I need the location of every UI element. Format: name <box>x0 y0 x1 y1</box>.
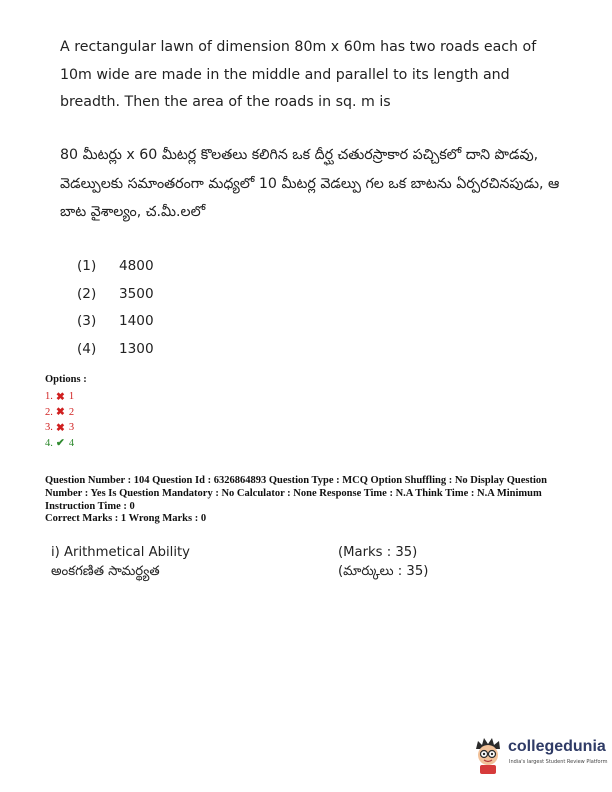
option-result-3 <box>45 420 74 436</box>
choice-3 <box>77 308 154 336</box>
option-result-1 <box>45 389 74 405</box>
question-text-english: A rectangular lawn of dimension 80m x 60m has two roads each of 10m wide are made in the middle and parallel to its length and breadth. Then the area of the roads in sq. m is <box>60 39 537 110</box>
logo-tagline: India's largest Student Review Platform <box>509 759 608 765</box>
logo-brand-text: collegedunia <box>508 738 606 755</box>
section-marks-telugu: (మార్కులు : 35) <box>338 564 429 579</box>
wrong-cross-icon: ✖ <box>55 422 65 434</box>
section-title-english: i) Arithmetical Ability <box>51 545 190 560</box>
choice-number: (3) <box>77 313 97 330</box>
question-info: Question Number : 104 Question Id : 6326864893 Question Type : MCQ Option Shuffling : No Display Question Number : Yes Is Question Mandatory : No Calculator : None Response Time : N.A Think Time : N.A Minimum Instruction Time : 0 <box>45 475 548 513</box>
option-value: 4 <box>68 437 75 449</box>
choice-4 <box>77 335 154 363</box>
wrong-cross-icon: ✖ <box>55 391 65 403</box>
option-value: 2 <box>68 406 75 418</box>
choice-value: 1300 <box>119 341 154 358</box>
option-value: 3 <box>68 422 75 434</box>
answer-choices <box>77 252 154 363</box>
correct-check-icon: ✔ <box>55 438 65 450</box>
option-number: 3. <box>45 422 53 434</box>
choice-1 <box>77 252 154 280</box>
option-result-2 <box>45 405 74 421</box>
choice-value: 3500 <box>119 285 154 302</box>
choice-value: 1400 <box>119 313 154 330</box>
choice-number: (4) <box>77 341 97 358</box>
section-header <box>51 543 571 581</box>
wrong-cross-icon: ✖ <box>55 407 65 419</box>
mascot-icon <box>470 735 506 775</box>
options-heading: Options : <box>45 374 87 385</box>
choice-value: 4800 <box>119 257 154 274</box>
choice-number: (1) <box>77 257 97 274</box>
section-marks-english: (Marks : 35) <box>338 545 418 560</box>
marks-line: Correct Marks : 1 Wrong Marks : 0 <box>45 513 207 524</box>
option-number: 4. <box>45 437 53 449</box>
options-result-list <box>45 389 74 451</box>
choice-2 <box>77 280 154 308</box>
collegedunia-logo <box>470 735 610 775</box>
option-number: 1. <box>45 391 53 403</box>
section-title-telugu: అంకగణిత సామర్థ్యత <box>51 564 160 579</box>
option-value: 1 <box>68 391 75 403</box>
option-result-4 <box>45 436 74 452</box>
option-number: 2. <box>45 406 53 418</box>
choice-number: (2) <box>77 285 97 302</box>
question-text-telugu: 80 మీటర్లు x 60 మీటర్ల కొలతలు కలిగిన ఒక దీర్ఘ చతురస్రాకార పచ్చికలో దాని పొడవు, వెడల్పులకు సమాంతరంగా మధ్యలో 10 మీటర్ల వెడల్పు గల ఒక బాటను ఏర్పరచినపుడు, ఆ బాట వైశాల్యం, చ.మీ.లలో <box>60 147 560 220</box>
